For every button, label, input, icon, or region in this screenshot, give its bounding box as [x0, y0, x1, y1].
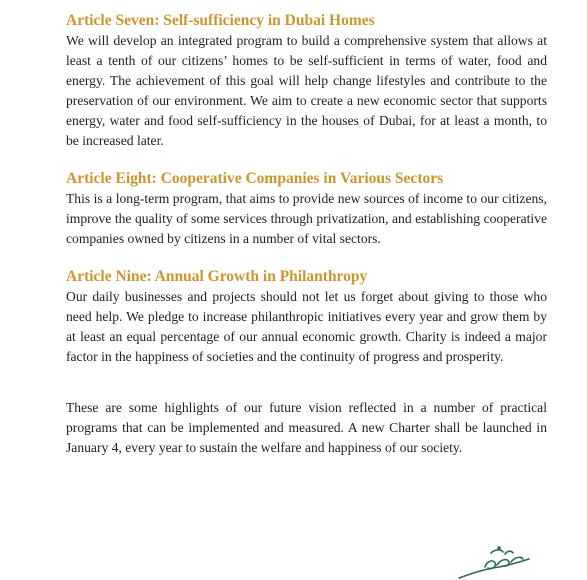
article-nine-title: Article Nine: Annual Growth in Philanthropy	[66, 268, 368, 285]
article-nine	[66, 266, 547, 367]
article-eight-title: Article Eight: Cooperative Companies in Various Sectors	[66, 170, 444, 187]
article-eight-body: This is a long-term program, that aims to provide new sources of income to our citizens, improve the quality of some services through privatization, and establishing cooperative companies owned by citizens in a number of vital sectors.	[66, 191, 547, 246]
article-seven-body: We will develop an integrated program to build a comprehensive system that allows at least a tenth of our citizens’ homes to be self-sufficient in terms of water, food and energy. The achievement of this goal will help change lifestyles and contribute to the preservation of our environment. We aim to create a new economic sector that supports energy, water and food self-sufficiency in the houses of Dubai, for at least a month, to be increased later.	[66, 33, 547, 148]
article-seven-title: Article Seven: Self-sufficiency in Dubai Homes	[66, 12, 375, 29]
calligraphy-signature-icon	[455, 545, 535, 580]
article-seven	[66, 10, 547, 151]
document-page	[66, 10, 547, 472]
article-nine-body: Our daily businesses and projects should not let us forget about giving to those who need help. We pledge to increase philanthropic initiatives every year and grow them by at least an equal percentage of our annual economic growth. Charity is indeed a major factor in the happiness of societies and the continuity of progress and prosperity.	[66, 289, 547, 364]
closing-paragraph: These are some highlights of our future vision reflected in a number of practical programs that can be implemented and measured. A new Charter shall be launched in January 4, every year to sustain the welfare and happiness of our society.	[66, 400, 547, 455]
article-eight	[66, 168, 547, 249]
